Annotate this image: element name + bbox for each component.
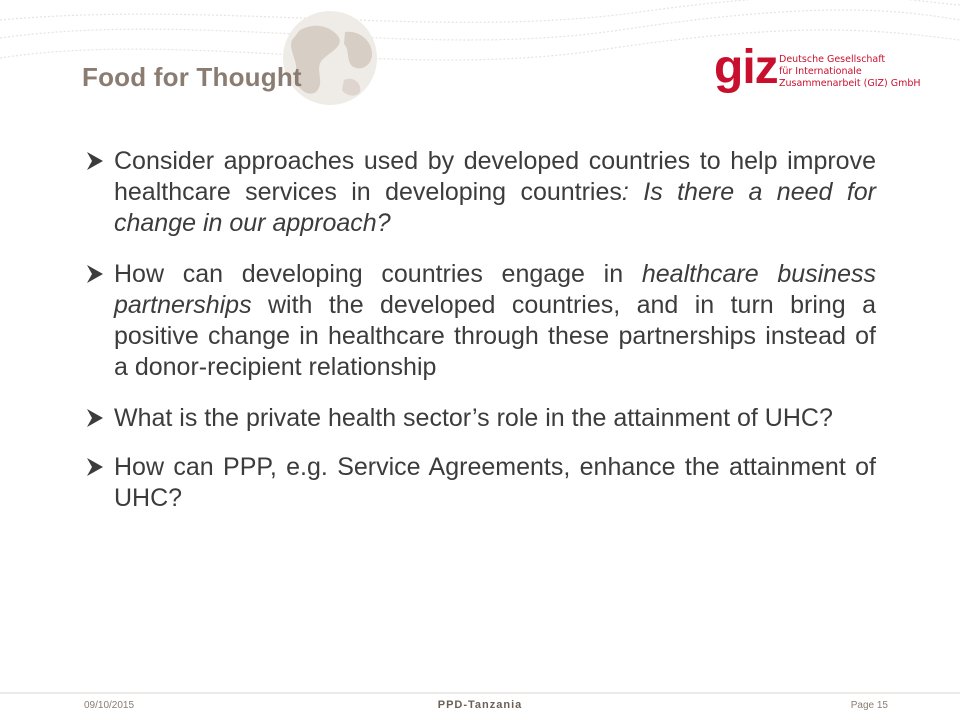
arrowhead-bullet-icon [84,263,106,285]
bullet-item [82,452,876,514]
bullet-text [114,260,876,381]
bullet-list [82,146,876,534]
bullet-text [114,147,876,237]
footer-center-label: PPD-Tanzania [437,699,523,711]
slide-title: Food for Thought [82,62,302,92]
arrowhead-bullet-icon [84,456,106,478]
footer-date: 09/10/2015 [84,700,135,711]
giz-logo [714,41,921,100]
bullet-text-italic: : Is there a need for change in our approach? [114,178,877,237]
bullet-item [82,403,876,434]
giz-logo-mark: giz [714,41,778,94]
arrowhead-bullet-icon [84,150,106,172]
bullet-text-italic: healthcare business partnerships [114,260,876,319]
giz-logo-text [779,54,921,90]
bullet-text-part: with the developed countries, and in turn bring a positive change in healthcare through these partnerships instead of a donor-recipient relationship [114,291,876,381]
giz-logo-line: für Internationale [779,66,862,77]
page-number: Page 15 [850,700,888,711]
bullet-item [82,146,876,239]
bullet-text-part: Consider approaches used by developed countries to help improve healthcare services in developing countries [114,147,876,206]
arrowhead-bullet-icon [84,407,106,429]
bullet-text-part: How can developing countries engage in [114,260,642,288]
bullet-item [82,259,876,383]
giz-logo-line: Deutsche Gesellschaft [779,54,886,65]
giz-logo-line: Zusammenarbeit (GIZ) GmbH [779,78,921,89]
bullet-text: How can PPP, e.g. Service Agreements, enhance the attainment of UHC? [114,453,876,512]
bullet-text: What is the private health sector’s role in the attainment of UHC? [114,404,833,432]
footer [0,700,960,720]
footer-divider [0,692,960,694]
